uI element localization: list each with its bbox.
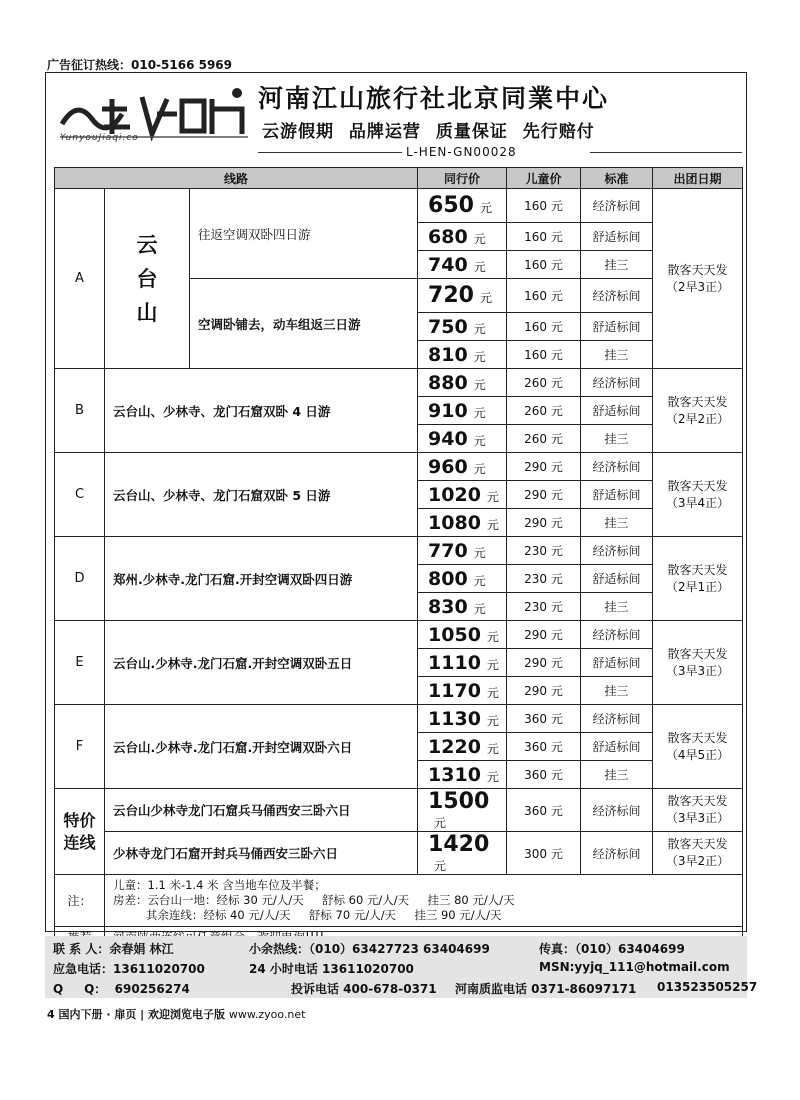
trade-price (418, 397, 507, 425)
route-name: 云台山、少林寺、龙门石窟双卧 4 日游 (105, 369, 418, 453)
table-row (55, 453, 743, 481)
room-standard: 舒适标间 (581, 223, 653, 251)
special-label-line: 特价 (63, 810, 96, 830)
price-unit: 元 (486, 713, 499, 728)
price-unit: 元 (473, 461, 486, 476)
departure-meals: （3早4正） (665, 495, 730, 510)
footer-page-label: 4 国内下册 · 扉页 | 欢迎浏览电子版 (47, 1008, 225, 1021)
child-price: 160 元 (507, 251, 581, 279)
destination-char: 台 (136, 266, 158, 291)
room-standard: 经济标间 (581, 369, 653, 397)
phone-24h: 24 小时电话 13611020700 (249, 962, 414, 976)
contact-fax: 传真：（010）63404699 (539, 942, 685, 956)
table-header-row (55, 168, 743, 189)
price-value: 680 (428, 225, 468, 248)
child-price: 160 元 (507, 313, 581, 341)
trade-price (418, 832, 507, 875)
header-standard: 标准 (581, 168, 653, 189)
trade-price (418, 565, 507, 593)
group-letter: A (55, 189, 105, 369)
qq-number: Q Q： 690256274 (53, 982, 190, 996)
price-value: 940 (428, 427, 468, 450)
trade-price (418, 593, 507, 621)
trade-price (418, 279, 507, 313)
room-standard: 经济标间 (581, 453, 653, 481)
trade-price (418, 369, 507, 397)
trade-price (418, 251, 507, 279)
route-name: 云台山.少林寺.龙门石窟.开封空调双卧六日 (105, 705, 418, 789)
price-value: 720 (428, 283, 474, 308)
price-value: 770 (428, 539, 468, 562)
trade-price (418, 223, 507, 251)
departure-info (653, 453, 743, 537)
trade-price (418, 621, 507, 649)
departure-meals: （2早2正） (665, 411, 730, 426)
price-unit: 元 (479, 201, 492, 215)
agency-header (46, 73, 745, 163)
price-unit: 元 (473, 573, 486, 588)
trade-price (418, 789, 507, 832)
departure-meals: （3早3正） (665, 811, 730, 825)
ad-hotline: 广告征订热线：010-5166 5969 (47, 58, 233, 72)
agency-slogan: 云游假期 品牌运营 质量保证 先行赔付 (262, 122, 595, 142)
group-letter: F (55, 705, 105, 789)
price-unit: 元 (473, 433, 486, 448)
complaint-phone: 投诉电话 400-678-0371 (291, 982, 437, 996)
child-price: 290 元 (507, 677, 581, 705)
route-name: 云台山少林寺龙门石窟兵马俑西安三卧六日 (105, 789, 418, 832)
departure-line: 散客天天发 (667, 730, 728, 745)
table-row (55, 189, 743, 223)
room-standard: 舒适标间 (581, 397, 653, 425)
contact-panel (45, 936, 758, 998)
child-price: 290 元 (507, 509, 581, 537)
departure-info (653, 705, 743, 789)
agency-name: 河南江山旅行社北京同業中心 (258, 84, 610, 113)
child-price: 160 元 (507, 189, 581, 223)
route-name: 郑州.少林寺.龙门石窟.开封空调双卧四日游 (105, 537, 418, 621)
route-name: 往返空调双卧四日游 (190, 189, 418, 279)
trade-price (418, 425, 507, 453)
price-unit: 元 (473, 259, 486, 274)
price-value: 1130 (428, 707, 481, 730)
trade-price (418, 481, 507, 509)
contact-person: 联 系 人：余春娟 林江 (53, 942, 174, 956)
table-row (55, 789, 743, 832)
price-value: 810 (428, 343, 468, 366)
departure-line: 散客天天发 (667, 794, 728, 808)
emergency-phone: 应急电话：13611020700 (53, 962, 205, 976)
departure-line: 散客天天发 (667, 394, 728, 409)
departure-line: 散客天天发 (667, 837, 728, 851)
trade-price (418, 189, 507, 223)
trade-price (418, 537, 507, 565)
price-value: 740 (428, 253, 468, 276)
group-letter: D (55, 537, 105, 621)
departure-info (653, 537, 743, 621)
departure-meals: （4早5正） (665, 747, 730, 762)
room-standard: 舒适标间 (581, 481, 653, 509)
note-line: 其余连线：经标 40 元/人/天 舒标 70 元/人/天 挂三 90 元/人/天 (113, 908, 502, 922)
child-price: 360 元 (507, 705, 581, 733)
header-child-price: 儿童价 (507, 168, 581, 189)
notes-label: 注： (55, 875, 105, 927)
room-standard: 挂三 (581, 677, 653, 705)
child-price: 300 元 (507, 832, 581, 875)
note-line: 房差：云台山一地：经标 30 元/人/天 舒标 60 元/人/天 挂三 80 元/人/天 (113, 893, 515, 907)
msn-account: MSN:yyjq_111@hotmail.com (539, 960, 730, 974)
price-unit: 元 (486, 741, 499, 756)
price-unit: 元 (473, 321, 486, 336)
trade-price (418, 761, 507, 789)
license-number: L-HEN-GN00028 (406, 145, 517, 159)
table-row (55, 369, 743, 397)
room-standard: 挂三 (581, 761, 653, 789)
room-standard: 经济标间 (581, 832, 653, 875)
departure-info (653, 832, 743, 875)
table-row (55, 621, 743, 649)
child-price: 290 元 (507, 453, 581, 481)
child-price: 230 元 (507, 537, 581, 565)
room-standard: 挂三 (581, 251, 653, 279)
room-standard: 舒适标间 (581, 733, 653, 761)
departure-meals: （3早3正） (665, 663, 730, 678)
room-standard: 挂三 (581, 341, 653, 369)
table-row (55, 832, 743, 875)
price-value: 1220 (428, 735, 481, 758)
departure-line: 散客天天发 (667, 478, 728, 493)
price-value: 1050 (428, 623, 481, 646)
child-price: 160 元 (507, 279, 581, 313)
child-price: 260 元 (507, 425, 581, 453)
departure-line: 散客天天发 (667, 562, 728, 577)
quality-phone: 河南质监电话 0371-86097171 (455, 982, 637, 996)
group-letter: E (55, 621, 105, 705)
price-unit: 元 (473, 545, 486, 560)
price-unit: 元 (434, 816, 447, 830)
price-table (54, 167, 743, 947)
price-value: 1500 (428, 789, 490, 814)
room-standard: 挂三 (581, 509, 653, 537)
destination-char: 山 (136, 300, 158, 325)
room-standard: 舒适标间 (581, 313, 653, 341)
mobile-number: 013523505257 (657, 980, 758, 994)
departure-info (653, 621, 743, 705)
destination-char: 云 (136, 232, 158, 257)
child-price: 290 元 (507, 621, 581, 649)
room-standard: 经济标间 (581, 789, 653, 832)
header-trade-price: 同行价 (418, 168, 507, 189)
route-name: 云台山.少林寺.龙门石窟.开封空调双卧五日 (105, 621, 418, 705)
price-value: 1420 (428, 832, 490, 857)
price-unit: 元 (473, 231, 486, 246)
table-row (55, 705, 743, 733)
price-unit: 元 (486, 685, 499, 700)
page-footer (47, 1006, 305, 1022)
child-price: 160 元 (507, 223, 581, 251)
note-line: 儿童：1.1 米-1.4 米 含当地车位及半餐； (113, 878, 326, 892)
trade-price (418, 313, 507, 341)
price-unit: 元 (486, 517, 499, 532)
trade-price (418, 705, 507, 733)
departure-meals: （3早2正） (665, 854, 730, 868)
room-standard: 舒适标间 (581, 565, 653, 593)
group-letter: C (55, 453, 105, 537)
trade-price (418, 733, 507, 761)
child-price: 360 元 (507, 733, 581, 761)
room-standard: 经济标间 (581, 279, 653, 313)
price-unit: 元 (473, 349, 486, 364)
price-unit: 元 (486, 489, 499, 504)
departure-info (653, 189, 743, 369)
route-name: 云台山、少林寺、龙门石窟双卧 5 日游 (105, 453, 418, 537)
child-price: 230 元 (507, 593, 581, 621)
room-standard: 经济标间 (581, 705, 653, 733)
trade-price (418, 341, 507, 369)
price-value: 1110 (428, 651, 481, 674)
price-unit: 元 (473, 377, 486, 392)
price-value: 960 (428, 455, 468, 478)
price-value: 830 (428, 595, 468, 618)
room-standard: 舒适标间 (581, 649, 653, 677)
departure-line: 散客天天发 (667, 646, 728, 661)
notes-text (105, 875, 743, 927)
price-value: 1020 (428, 483, 481, 506)
departure-info (653, 789, 743, 832)
price-value: 750 (428, 315, 468, 338)
price-value: 880 (428, 371, 468, 394)
trade-price (418, 509, 507, 537)
departure-meals: （2早1正） (665, 579, 730, 594)
child-price: 260 元 (507, 397, 581, 425)
route-name: 少林寺龙门石窟开封兵马俑西安三卧六日 (105, 832, 418, 875)
price-unit: 元 (434, 859, 447, 873)
agency-logo (52, 79, 252, 159)
notes-row (55, 875, 743, 927)
trade-price (418, 649, 507, 677)
child-price: 290 元 (507, 481, 581, 509)
trade-price (418, 453, 507, 481)
departure-line: 散客天天发 (667, 262, 728, 277)
advertisement-frame (45, 72, 747, 932)
special-label (55, 789, 105, 875)
table-row (55, 537, 743, 565)
price-unit: 元 (473, 405, 486, 420)
special-label-line: 连线 (63, 832, 96, 852)
price-value: 1080 (428, 511, 481, 534)
child-price: 290 元 (507, 649, 581, 677)
contact-hotline: 小余热线：（010）63427723 63404699 (249, 942, 490, 956)
price-value: 910 (428, 399, 468, 422)
price-value: 1310 (428, 763, 481, 786)
child-price: 360 元 (507, 789, 581, 832)
footer-url[interactable]: www.zyoo.net (228, 1008, 306, 1021)
price-unit: 元 (473, 601, 486, 616)
price-value: 650 (428, 193, 474, 218)
trade-price (418, 677, 507, 705)
child-price: 160 元 (507, 341, 581, 369)
header-departure: 出团日期 (653, 168, 743, 189)
price-unit: 元 (479, 291, 492, 305)
header-route: 线路 (55, 168, 418, 189)
child-price: 360 元 (507, 761, 581, 789)
destination-name (105, 189, 190, 369)
price-unit: 元 (486, 769, 499, 784)
room-standard: 经济标间 (581, 189, 653, 223)
departure-info (653, 369, 743, 453)
room-standard: 挂三 (581, 593, 653, 621)
departure-meals: （2早3正） (665, 279, 730, 294)
price-unit: 元 (486, 657, 499, 672)
logo-caption: YunyouJiaqi.co (60, 133, 139, 143)
child-price: 230 元 (507, 565, 581, 593)
room-standard: 挂三 (581, 425, 653, 453)
group-letter: B (55, 369, 105, 453)
price-value: 800 (428, 567, 468, 590)
room-standard: 经济标间 (581, 537, 653, 565)
child-price: 260 元 (507, 369, 581, 397)
price-value: 1170 (428, 679, 481, 702)
route-name: 空调卧铺去，动车组返三日游 (190, 279, 418, 369)
price-unit: 元 (486, 629, 499, 644)
room-standard: 经济标间 (581, 621, 653, 649)
